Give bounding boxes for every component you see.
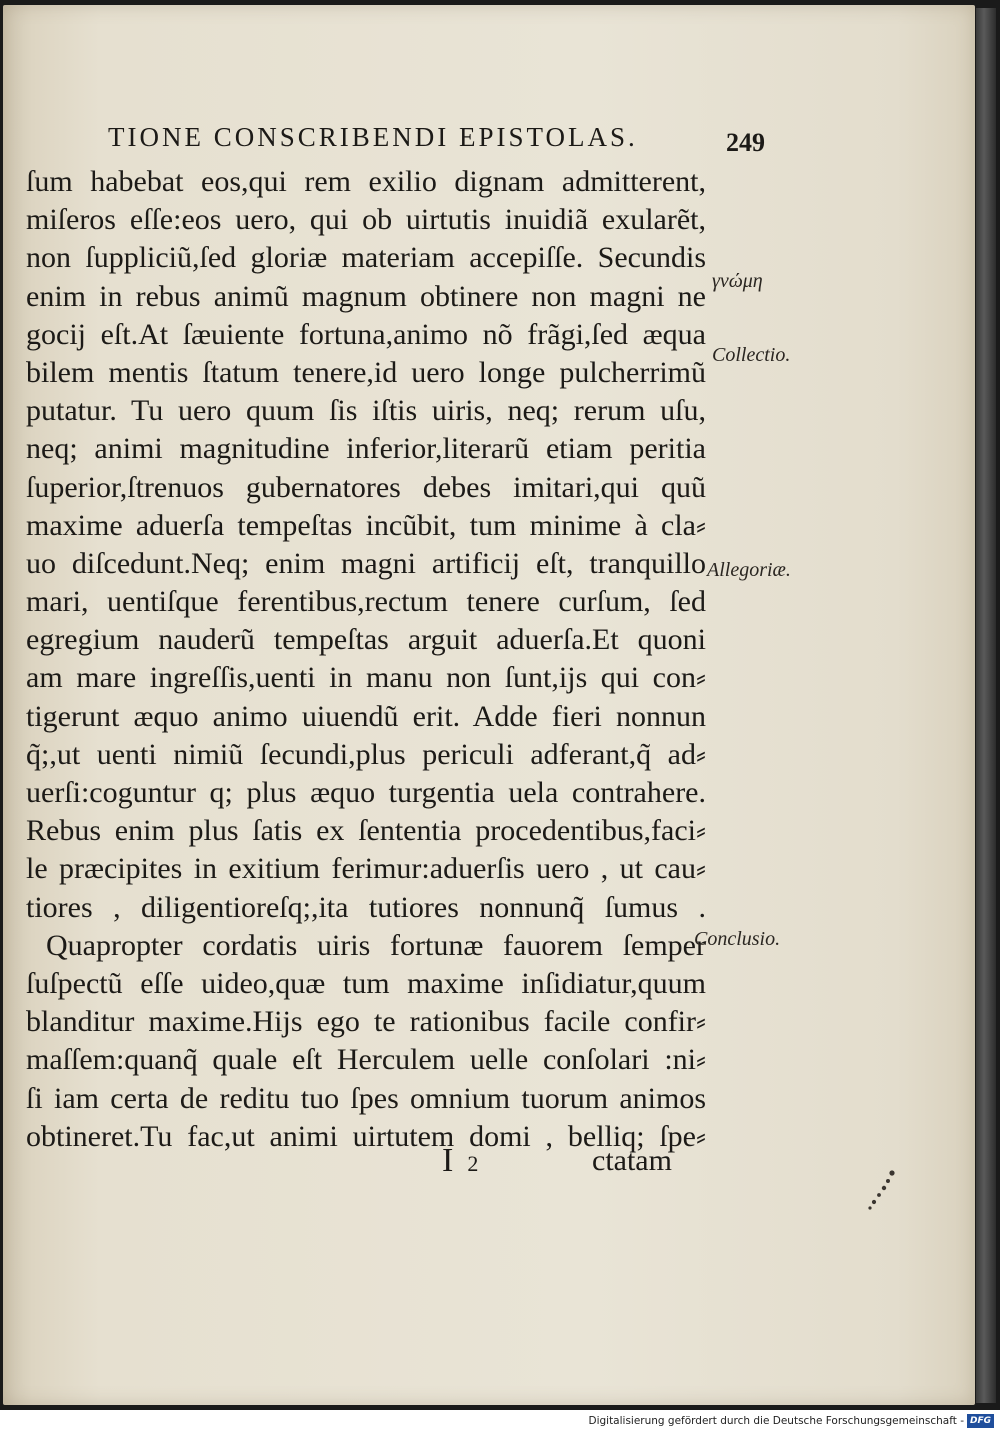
- text-line-12: mari, uentiſque ferentibus,rectum tenere curſum, ſed: [26, 585, 706, 619]
- footer-credit-text: Digitalisierung gefördert durch die Deutsche Forschungsgemeinschaft -: [588, 1415, 964, 1427]
- text-line-17: uerſi:coguntur q; plus æquo turgentia uela contrahere.: [26, 776, 706, 809]
- text-line-24: maſſem:quanq̃ quale eſt Herculem uelle conſolari :ni⸗: [26, 1043, 706, 1077]
- text-line-3: non ſuppliciũ,ſed gloriæ materiam accepiſſe. Secundis: [26, 241, 706, 275]
- text-line-10: maxime aduerſa tempeſtas incũbit, tum minime à cla⸗: [26, 508, 706, 542]
- text-line-21: Quapropter cordatis uiris fortunæ fauorem ſemper: [46, 928, 706, 962]
- footer-bar: [0, 1410, 1000, 1433]
- text-line-5: gocij eſt.At ſæuiente fortuna,animo nõ frãgi,ſed æqua: [26, 317, 706, 351]
- catchword: ctatam: [592, 1144, 672, 1177]
- text-line-9: ſuperior,ſtrenuos gubernatores debes imitari,qui quũ: [26, 470, 706, 504]
- text-line-8: neq; animi magnitudine inferior,literarũ etiam peritia: [26, 432, 706, 466]
- library-stamp-mark: [860, 1165, 908, 1213]
- signature-number: 2: [467, 1151, 479, 1176]
- text-line-22: ſuſpectũ eſſe uideo,quæ tum maxime inſidiatur,quum: [26, 966, 706, 1000]
- marginal-note-gnome: γνώμη: [712, 270, 763, 292]
- folio-number: 249: [726, 128, 765, 157]
- text-line-14: am mare ingreſſis,uenti in manu non ſunt,ijs qui con⸗: [26, 661, 706, 695]
- text-line-25: ſi iam certa de reditu tuo ſpes omnium tuorum animos: [26, 1081, 706, 1115]
- marginal-note-conclusio: Conclusio.: [694, 928, 781, 950]
- dfg-logo: DFG: [967, 1414, 994, 1428]
- text-line-7: putatur. Tu uero quum ſis iſtis uiris, neq; rerum uſu,: [26, 394, 706, 428]
- text-line-11: uo diſcedunt.Neq; enim magni artificij eſt, tranquillo: [26, 546, 706, 580]
- signature-letter: I: [442, 1142, 454, 1179]
- text-line-19: le præcipites in exitium ferimur:aduerſis uero , ut cau⸗: [26, 852, 706, 886]
- running-head: TIONE CONSCRIBENDI EPISTOLAS.: [108, 122, 638, 152]
- signature-mark: [442, 1142, 478, 1180]
- text-line-4: enim in rebus animũ magnum obtinere non magni ne: [26, 279, 706, 313]
- text-line-2: miſeros eſſe:eos uero, qui ob uirtutis inuidiã exularẽt,: [26, 203, 706, 237]
- text-line-16: q̃;,ut uenti nimiũ ſecundi,plus periculi adferant,q̃ ad⸗: [26, 737, 706, 771]
- text-line-15: tigerunt æquo animo uiuendũ erit. Adde fieri nonnun: [26, 699, 706, 733]
- text-line-20: tiores , diligentioreſq;,ita tutiores nonnunq̃ ſumus .: [26, 890, 706, 924]
- text-line-1: ſum habebat eos,qui rem exilio dignam admitterent,: [26, 165, 706, 198]
- text-line-13: egregium nauderũ tempeſtas arguit aduerſa.Et quoni: [26, 623, 706, 657]
- text-line-26: obtineret.Tu fac,ut animi uirtutem domi , belliq; ſpe⸗: [26, 1119, 706, 1153]
- text-line-6: bilem mentis ſtatum tenere,id uero longe pulcherrimũ: [26, 355, 706, 389]
- marginal-note-allegoria: Allegoriæ.: [707, 559, 791, 581]
- marginal-note-collectio: Collectio.: [712, 344, 791, 366]
- main-text-block: [26, 163, 706, 1156]
- page-edge: [976, 8, 996, 1403]
- text-line-18: Rebus enim plus ſatis ex ſententia procedentibus,faci⸗: [26, 814, 706, 848]
- text-line-23: blanditur maxime.Hijs ego te rationibus facile confir⸗: [26, 1005, 706, 1039]
